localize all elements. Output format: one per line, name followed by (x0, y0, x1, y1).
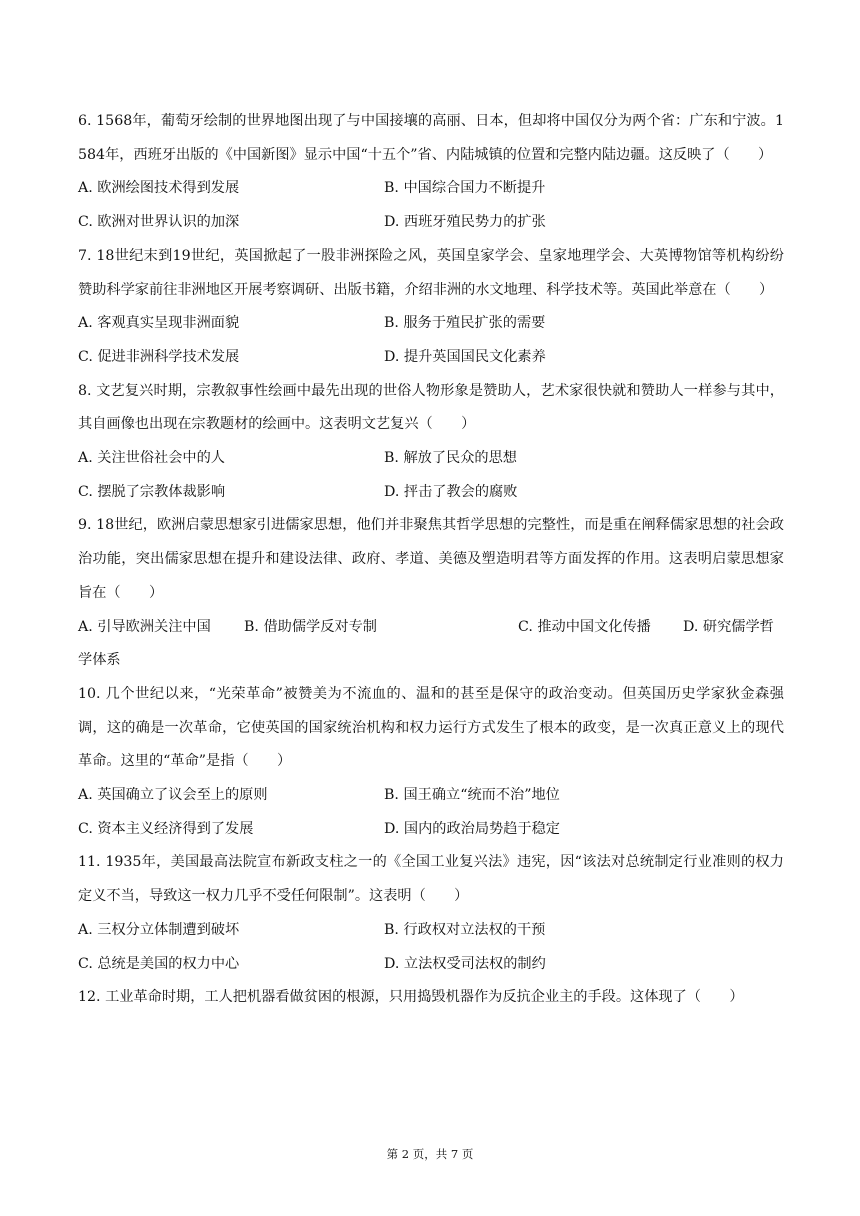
option-d-continuation: 学体系 (78, 652, 121, 669)
option-d[interactable]: D. 研究儒学哲 (683, 618, 774, 635)
option-d[interactable]: D. 抨击了教会的腐败 (384, 483, 518, 500)
option-b[interactable]: B. 服务于殖民扩张的需要 (384, 315, 546, 332)
option-a[interactable]: A. 引导欧洲关注中国 (78, 618, 211, 635)
question-stem: 11. 1935年，美国最高法院宣布新政支柱之一的《全国工业复兴法》违宪，因“该法对总统制定行业准则的权力定义不当，导致这一权力几乎不受任何限制”。这表明（ ） (78, 854, 784, 905)
options-row (78, 948, 784, 982)
question-6 (78, 105, 784, 240)
options-row (78, 206, 784, 240)
option-c[interactable]: C. 推动中国文化传播 (518, 618, 651, 635)
question-list (78, 105, 784, 1015)
option-d[interactable]: D. 国内的政治局势趋于稳定 (384, 820, 560, 837)
option-d[interactable]: D. 提升英国国民文化素养 (384, 348, 546, 365)
option-d[interactable]: D. 立法权受司法权的制约 (384, 955, 546, 972)
question-11 (78, 846, 784, 981)
question-stem: 9. 18世纪，欧洲启蒙思想家引进儒家思想，他们并非聚焦其哲学思想的完整性，而是重在阐释儒家思想的社会政治功能，突出儒家思想在提升和建设法律、政府、孝道、美德及塑造明君等方面发挥的作用。这表明启蒙思想家旨在（ ） (78, 517, 784, 601)
option-a[interactable]: A. 英国确立了议会至上的原则 (78, 787, 268, 804)
options-row (78, 341, 784, 375)
option-c[interactable]: C. 摆脱了宗教体裁影响 (78, 483, 226, 500)
question-stem: 8. 文艺复兴时期，宗教叙事性绘画中最先出现的世俗人物形象是赞助人，艺术家很快就和赞助人一样参与其中，其自画像也出现在宗教题材的绘画中。这表明文艺复兴（ ） (78, 382, 784, 433)
option-a[interactable]: A. 客观真实呈现非洲面貌 (78, 315, 240, 332)
option-c[interactable]: C. 促进非洲科学技术发展 (78, 348, 240, 365)
option-b[interactable]: B. 国王确立“统而不治”地位 (384, 787, 560, 804)
options-row (78, 442, 784, 476)
option-b[interactable]: B. 借助儒学反对专制 (244, 618, 377, 635)
options-row (78, 172, 784, 206)
option-a[interactable]: A. 欧洲绘图技术得到发展 (78, 180, 240, 197)
option-c[interactable]: C. 资本主义经济得到了发展 (78, 820, 254, 837)
question-10 (78, 678, 784, 847)
option-a[interactable]: A. 三权分立体制遭到破坏 (78, 921, 240, 938)
question-stem: 6. 1568年，葡萄牙绘制的世界地图出现了与中国接壤的高丽、日本，但却将中国仅分为两个省：广东和宁波。1584年，西班牙出版的《中国新图》显示中国“十五个”省、内陆城镇的位置和完整内陆边疆。这反映了（ ） (78, 113, 784, 163)
question-9 (78, 509, 784, 678)
options-row (78, 779, 784, 813)
options-row (78, 611, 784, 645)
option-b[interactable]: B. 中国综合国力不断提升 (384, 180, 546, 197)
options-row (78, 914, 784, 948)
option-b[interactable]: B. 解放了民众的思想 (384, 450, 517, 467)
question-stem: 10. 几个世纪以来，“光荣革命”被赞美为不流血的、温和的甚至是保守的政治变动。但英国历史学家狄金森强调，这的确是一次革命，它使英国的国家统治机构和权力运行方式发生了根本的政变，是一次真正意义上的现代革命。这里的“革命”是指（ ） (78, 685, 784, 770)
question-7 (78, 240, 784, 375)
options-row (78, 307, 784, 341)
question-8 (78, 375, 784, 510)
question-12 (78, 981, 784, 1015)
option-c[interactable]: C. 欧洲对世界认识的加深 (78, 214, 240, 231)
option-d[interactable]: D. 西班牙殖民势力的扩张 (384, 214, 546, 231)
options-row (78, 813, 784, 847)
option-a[interactable]: A. 关注世俗社会中的人 (78, 450, 225, 467)
question-stem: 12. 工业革命时期，工人把机器看做贫困的根源，只用捣毁机器作为反抗企业主的手段。这体现了（ ） (78, 989, 744, 1006)
option-b[interactable]: B. 行政权对立法权的干预 (384, 921, 546, 938)
page-number: 第 2 页，共 7 页 (386, 1147, 474, 1161)
question-stem: 7. 18世纪末到19世纪，英国掀起了一股非洲探险之风，英国皇家学会、皇家地理学会、大英博物馆等机构纷纷赞助科学家前往非洲地区开展考察调研、出版书籍，介绍非洲的水文地理、科学技术等。英国此举意在（ ） (78, 247, 784, 298)
option-c[interactable]: C. 总统是美国的权力中心 (78, 955, 240, 972)
options-row (78, 476, 784, 510)
